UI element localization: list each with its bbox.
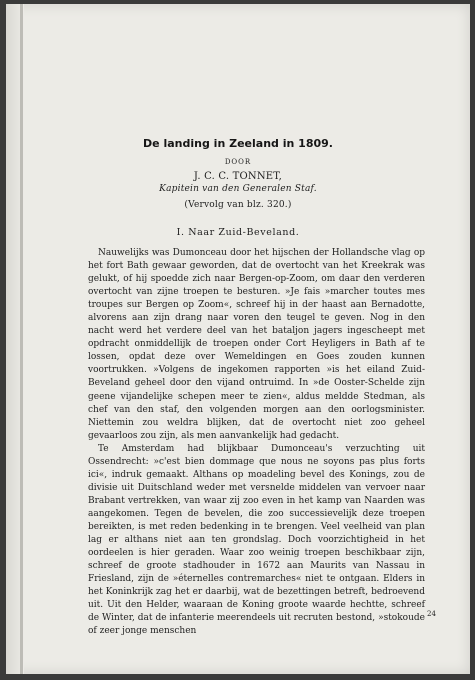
byline-door: DOOR: [224, 158, 252, 166]
continuation-note: (Vervolg van blz. 320.): [184, 200, 292, 210]
book-page: [6, 4, 470, 674]
author-name: J. C. C. TONNET,: [193, 171, 283, 182]
page-number: 24: [427, 610, 436, 618]
author-rank: Kapitein van den Generalen Staf.: [159, 184, 317, 194]
page-fold-line: [20, 4, 23, 674]
section-heading: I. Naar Zuid-Beveland.: [176, 227, 300, 238]
article-title: De landing in Zeeland in 1809.: [143, 137, 333, 150]
article-body: [88, 247, 425, 638]
paragraph: Te Amsterdam had blijkbaar Dumonceau's verzuchting uit Ossendrecht: »c'est bien dommage que nous ne soyons pas plus forts ici«, indruk gemaakt. Althans op moadeling bevel des Konings, zou de divisie uit Duitschland weder met versnelde middelen van vervoer naar Brabant vertrekken, van waar zij zoo even in het kamp van Naarden was aangekomen. Tegen de bevelen, die zoo successievelijk deze troepen bereikten, is met reden bedenking in te brengen. Veel veelheid van plan lag er althans niet aan ten grondslag. Doch voorzichtigheid in het oordeelen is hier geraden. Waar zoo weinig troepen beschikbaar zijn, schreef de groote stadhouder in 1672 aan Maurits van Nassau in Friesland, zijn de »éternelles contremarches« niet te ontgaan. Elders in het Koninkrijk zag het er daarbij, wat de bezettingen betreft, bedroevend uit. Uit den Helder, waaraan de Koning groote waarde hechtte, schreef de Winter, dat de infanterie meerendeels uit recruten bestond, »stokoude of zeer jonge menschen: [88, 443, 425, 637]
paragraph: Nauwelijks was Dumonceau door het hijschen der Hollandsche vlag op het fort Bath gewaar geworden, dat de overtocht van het Kreekrak was gelukt, of hij spoedde zich naar Bergen-op-Zoom, om daar den verderen overtocht van zijne troepen te besturen. »Je fais »marcher toutes mes troupes sur Bergen op Zoom«, schreef hij in der haast aan Bernadotte, alvorens aan zijn drang naar voren den teugel te geven. Nog in den nacht werd het verdere deel van het bataljon jagers ingescheept met opdracht onmiddellijk de troepen onder Cort Heyligers in Bath af te lossen, opdat deze over Wemeldingen en Goes zouden kunnen voortrukken. »Volgens de ingekomen rapporten »is het eiland Zuid-Beveland geheel door den vijand ontruimd. In »de Ooster-Schelde zijn geene vijandelijke schepen meer te zien«, aldus meldde Stedman, als chef van den staf, den volgenden morgen aan den oorlogsminister. Niettemin zou weldra blijken, dat de overtocht niet zoo geheel gevaarloos zou zijn, als men aanvankelijk had gedacht.: [88, 248, 425, 441]
